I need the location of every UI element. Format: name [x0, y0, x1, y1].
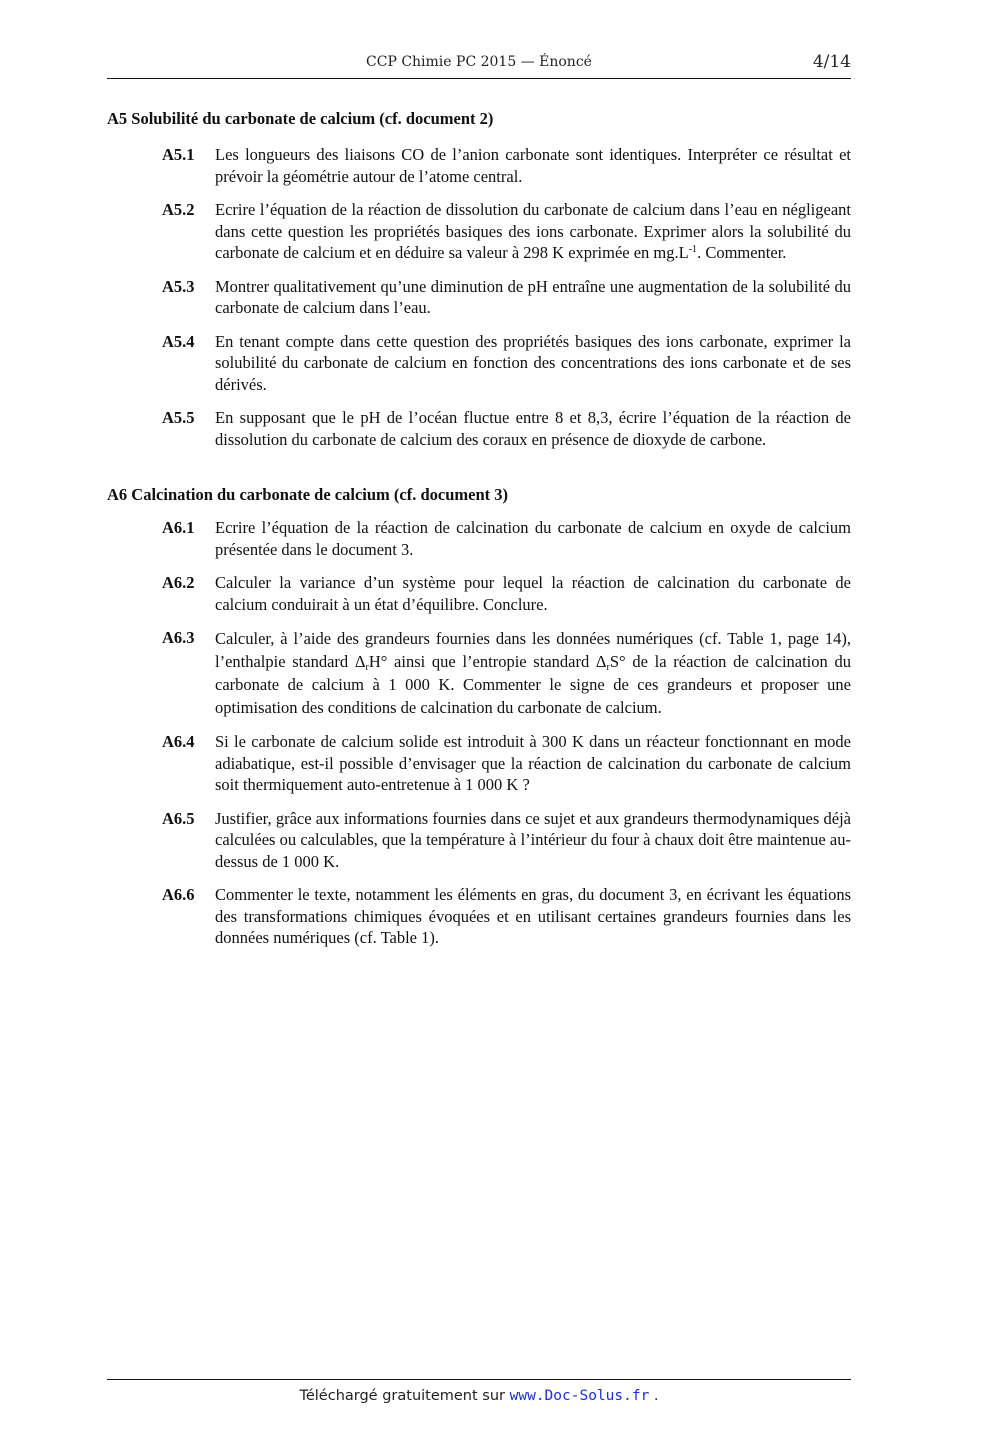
question-text: Les longueurs des liaisons CO de l’anion carbonate sont identiques. Interpréter ce résultat et prévoir la géométrie autour de l’atome central.: [215, 145, 851, 186]
subscript: r: [606, 662, 610, 673]
question-a6-6: [162, 884, 851, 949]
question-a5-2: [162, 199, 851, 264]
footer-text: [107, 1388, 851, 1404]
question-a6-2: [162, 572, 851, 615]
question-number: A6.1: [162, 518, 195, 537]
question-number: A5.1: [162, 145, 195, 164]
question-number: A6.2: [162, 573, 195, 592]
footer-suffix: .: [649, 1388, 659, 1404]
question-text: Commenter le texte, notamment les éléments en gras, du document 3, en écrivant les équations des transformations chimiques évoquées et en utilisant certaines grandeurs fournies dans les données numériques (cf. Table 1).: [215, 885, 851, 947]
page-number: 4/14: [812, 52, 851, 72]
question-a6-1: [162, 517, 851, 560]
footer-link[interactable]: www.Doc-Solus.fr: [509, 1388, 650, 1404]
question-number: A5.5: [162, 408, 195, 427]
page-footer: [107, 1379, 851, 1404]
question-a5-3: [162, 276, 851, 319]
question-number: A6.6: [162, 885, 195, 904]
exponent: -1: [688, 244, 698, 255]
question-a6-5: [162, 808, 851, 873]
question-a6-3: [162, 627, 851, 719]
question-number: A5.3: [162, 276, 195, 296]
footer-prefix: Téléchargé gratuitement sur: [299, 1388, 510, 1404]
page-header: [107, 52, 851, 79]
question-a5-1: [162, 144, 851, 187]
question-text: Si le carbonate de calcium solide est introduit à 300 K dans un réacteur fonctionnant en mode adiabatique, est-il possible d’envisager que la réaction de calcination du carbonate de calcium soit thermiquement auto-entretenue à 1 000 K ?: [215, 732, 851, 794]
question-number: A5.4: [162, 331, 195, 351]
question-number: A5.2: [162, 200, 195, 219]
document-body: [107, 108, 851, 949]
question-number: A6.5: [162, 808, 195, 828]
question-a5-5: [162, 407, 851, 450]
question-number: A6.4: [162, 732, 195, 751]
question-text: Ecrire l’équation de la réaction de calcination du carbonate de calcium en oxyde de calcium présentée dans le document 3.: [215, 518, 851, 559]
question-text: Ecrire l’équation de la réaction de dissolution du carbonate de calcium dans l’eau en négligeant dans cette question les propriétés basiques des ions carbonate. Exprimer alors la solubilité du carbonate de calcium et en déduire sa valeur à 298 K exprimée en $mg.L^{-1}$. Commenter.: [215, 200, 851, 262]
question-number: A6.3: [162, 628, 195, 647]
subscript: r: [365, 662, 369, 673]
question-text: En tenant compte dans cette question des propriétés basiques des ions carbonate, exprimer la solubilité du carbonate de calcium en fonction des concentrations des ions carbonate et de ses dérivés.: [215, 331, 851, 394]
question-text: Montrer qualitativement qu’une diminution de pH entraîne une augmentation de la solubilité du carbonate de calcium dans l’eau.: [215, 276, 851, 317]
section-title-a6: A6 Calcination du carbonate de calcium (cf. document 3): [107, 485, 509, 504]
question-a6-4: [162, 731, 851, 796]
question-text: Calculer, à l’aide des grandeurs fournies dans les données numériques (cf. Table 1, page 14), l’enthalpie standard $\Delta_rH^\circ$ ainsi que l’entropie standard $\Delta_rS^\circ$ de la réaction de calcination du carbonate de calcium à 1 000 K. Commenter le signe de ces grandeurs et proposer une optimisation des conditions de calcination du carbonate de calcium.: [215, 629, 851, 717]
question-text: En supposant que le pH de l’océan fluctue entre 8 et 8,3, écrire l’équation de la réaction de dissolution du carbonate de calcium des coraux en présence de dioxyde de carbone.: [215, 408, 851, 449]
header-title: CCP Chimie PC 2015 — Énoncé: [366, 54, 592, 70]
question-text: Justifier, grâce aux informations fournies dans ce sujet et aux grandeurs thermodynamiques déjà calculées ou calculables, que la température à l’intérieur du four à chaux doit être maintenue au-dessus de 1 000 K.: [215, 808, 851, 871]
section-title-a5: A5 Solubilité du carbonate de calcium (cf. document 2): [107, 109, 494, 128]
question-a5-4: [162, 331, 851, 396]
question-text: Calculer la variance d’un système pour lequel la réaction de calcination du carbonate de calcium conduirait à un état d’équilibre. Conclure.: [215, 573, 851, 614]
